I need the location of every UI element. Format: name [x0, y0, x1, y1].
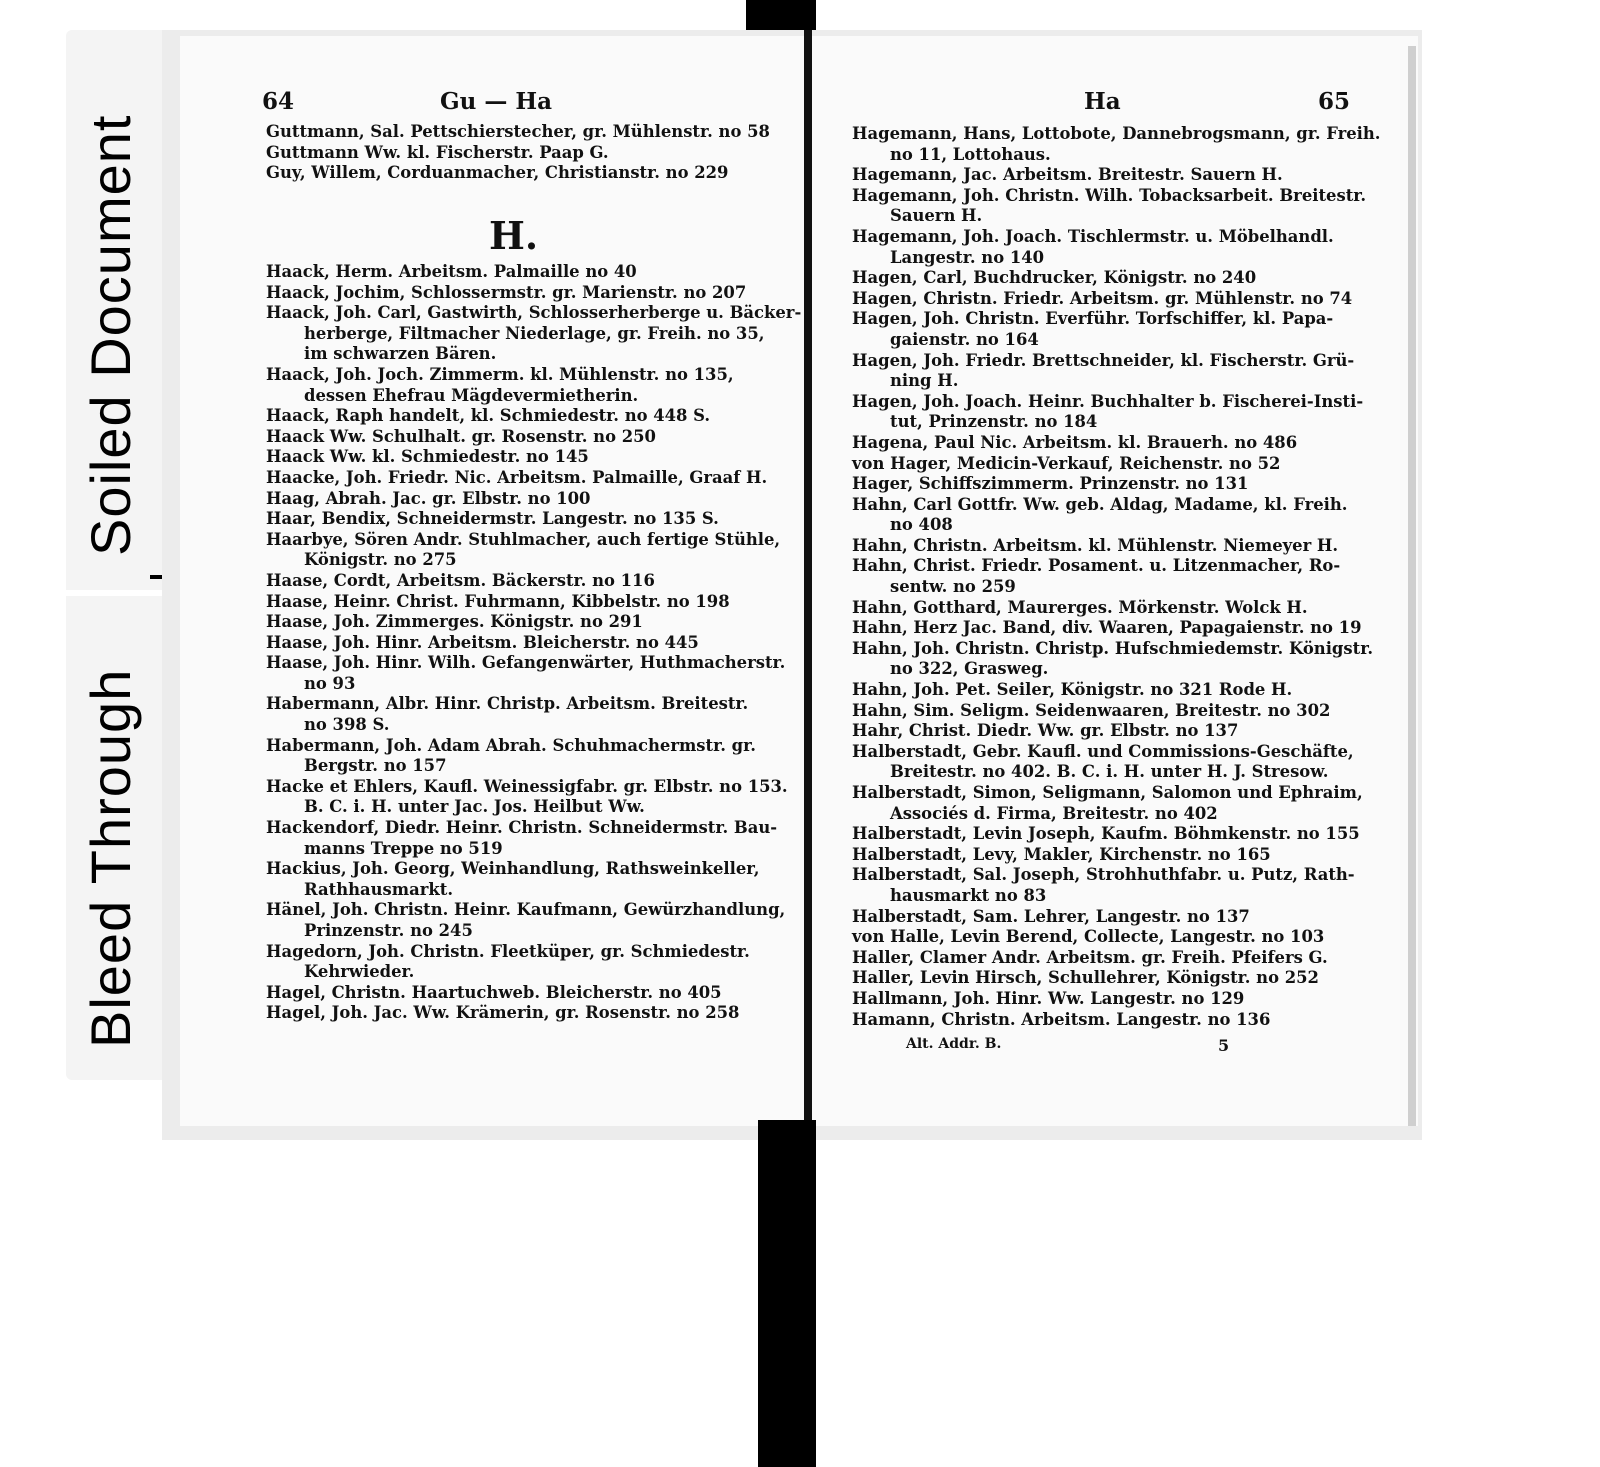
directory-entry: Hager, Schiffszimmerm. Prinzenstr. no 131: [852, 474, 1249, 494]
directory-entry: Haack Ww. kl. Schmiedestr. no 145: [266, 447, 589, 467]
entry-continuation-line: Königstr. no 275: [304, 550, 457, 570]
left-page-number: 64: [262, 88, 295, 115]
directory-entry: Habermann, Albr. Hinr. Christp. Arbeitsm. Breitestr.: [266, 694, 749, 714]
entry-continuation-line: herberge, Filtmacher Niederlage, gr. Freih. no 35,: [304, 323, 765, 343]
directory-entry: Haack, Raph handelt, kl. Schmiedestr. no 448 S.: [266, 406, 711, 426]
directory-entry: Hagen, Joh. Friedr. Brettschneider, kl. Fischerstr. Grü-: [852, 350, 1355, 370]
directory-entry: Guttmann Ww. kl. Fischerstr. Paap G.: [266, 142, 609, 162]
book-spine: [804, 30, 812, 1130]
directory-entry: Hagen, Christn. Friedr. Arbeitsm. gr. Mühlenstr. no 74: [852, 288, 1353, 308]
directory-entry: Halberstadt, Levin Joseph, Kaufm. Böhmkenstr. no 155: [852, 824, 1360, 844]
directory-entry: Halberstadt, Sal. Joseph, Strohhuthfabr. u. Putz, Rath-: [852, 865, 1355, 885]
directory-entry: Hagen, Joh. Joach. Heinr. Buchhalter b. Fischerei-Insti-: [852, 391, 1364, 411]
entry-continuation-line: ning H.: [890, 371, 959, 391]
left-running-head: Gu — Ha: [440, 88, 553, 115]
directory-entry: Hahn, Joh. Pet. Seiler, Königstr. no 321 Rode H.: [852, 680, 1293, 700]
entry-continuation-line: tut, Prinzenstr. no 184: [890, 412, 1098, 432]
directory-entry: Haack, Herm. Arbeitsm. Palmaille no 40: [266, 262, 637, 281]
directory-entry: Haack, Joh. Carl, Gastwirth, Schlosserherberge u. Bäcker-: [266, 303, 802, 323]
directory-entry: Hagemann, Hans, Lottobote, Dannebrogsmann, gr. Freih.: [852, 124, 1381, 143]
directory-entry: Halberstadt, Sam. Lehrer, Langestr. no 137: [852, 906, 1250, 926]
entry-continuation-line: manns Treppe no 519: [304, 838, 503, 858]
entry-continuation-line: Langestr. no 140: [890, 247, 1045, 267]
directory-entry: Hagemann, Joh. Christn. Wilh. Tobacksarbeit. Breitestr.: [852, 185, 1367, 205]
directory-entry: Hänel, Joh. Christn. Heinr. Kaufmann, Gewürzhandlung,: [266, 900, 786, 920]
directory-entry: Haller, Levin Hirsch, Schullehrer, Königstr. no 252: [852, 968, 1319, 988]
right-running-head: Ha: [1084, 88, 1121, 115]
directory-entry: Hagel, Joh. Jac. Ww. Krämerin, gr. Rosenstr. no 258: [266, 1003, 740, 1023]
left-entries: [266, 262, 801, 1024]
directory-entry: Hagen, Carl, Buchdrucker, Königstr. no 240: [852, 268, 1257, 288]
entry-continuation-line: hausmarkt no 83: [890, 885, 1047, 905]
right-footer-sheet-mark: 5: [1218, 1036, 1230, 1055]
directory-entry: Haacke, Joh. Friedr. Nic. Arbeitsm. Palmaille, Graaf H.: [266, 467, 768, 487]
directory-entry: Hagen, Joh. Christn. Everführ. Torfschiffer, kl. Papa-: [852, 309, 1334, 329]
directory-entry: Hagemann, Jac. Arbeitsm. Breitestr. Sauern H.: [852, 165, 1283, 185]
directory-entry: Hahn, Gotthard, Maurerges. Mörkenstr. Wolck H.: [852, 597, 1308, 617]
directory-entry: Hallmann, Joh. Hinr. Ww. Langestr. no 129: [852, 988, 1245, 1008]
directory-entry: von Halle, Levin Berend, Collecte, Langestr. no 103: [852, 927, 1325, 947]
directory-entry: Habermann, Joh. Adam Abrah. Schuhmachermstr. gr.: [266, 735, 756, 755]
entry-continuation-line: Bergstr. no 157: [304, 756, 447, 776]
entry-continuation-line: Rathhausmarkt.: [304, 879, 454, 899]
directory-entry: Haarbye, Sören Andr. Stuhlmacher, auch fertige Stühle,: [266, 529, 781, 549]
entry-continuation-line: no 408: [890, 515, 953, 535]
entry-continuation-line: Sauern H.: [890, 206, 983, 226]
directory-entry: Hagena, Paul Nic. Arbeitsm. kl. Brauerh. no 486: [852, 432, 1298, 452]
directory-entry: Halberstadt, Levy, Makler, Kirchenstr. no 165: [852, 844, 1271, 864]
entry-continuation-line: B. C. i. H. unter Jac. Jos. Heilbut Ww.: [304, 797, 645, 817]
directory-entry: Hagedorn, Joh. Christn. Fleetküper, gr. Schmiedestr.: [266, 941, 750, 961]
directory-entry: Haase, Joh. Hinr. Wilh. Gefangenwärter, Huthmacherstr.: [266, 653, 786, 673]
calibration-bar-bottom: [758, 1120, 816, 1467]
entry-continuation-line: Prinzenstr. no 245: [304, 921, 473, 940]
soiled-document-label: Soiled Document: [79, 114, 142, 556]
directory-entry: Haar, Bendix, Schneidermstr. Langestr. no 135 S.: [266, 509, 719, 529]
entry-continuation-line: sentw. no 259: [890, 577, 1016, 597]
directory-entry: Hackendorf, Diedr. Heinr. Christn. Schneidermstr. Bau-: [266, 818, 778, 838]
entry-continuation-line: gaienstr. no 164: [890, 329, 1039, 349]
entry-continuation-line: no 93: [304, 673, 356, 693]
directory-entry: Hahn, Christn. Arbeitsm. kl. Mühlenstr. Niemeyer H.: [852, 535, 1339, 555]
directory-entry: Haase, Joh. Zimmerges. Königstr. no 291: [266, 612, 643, 632]
directory-entry: Haag, Abrah. Jac. gr. Elbstr. no 100: [266, 488, 591, 508]
directory-entry: Haase, Joh. Hinr. Arbeitsm. Bleicherstr. no 445: [266, 632, 699, 652]
directory-entry: Hahn, Joh. Christn. Christp. Hufschmiedemstr. Königstr.: [852, 638, 1374, 658]
right-footer-signature: Alt. Addr. B.: [906, 1036, 1002, 1052]
directory-entry: von Hager, Medicin-Verkauf, Reichenstr. no 52: [852, 453, 1281, 473]
page-edge: [1408, 46, 1416, 1126]
directory-entry: Haase, Cordt, Arbeitsm. Bäckerstr. no 116: [266, 570, 655, 590]
directory-entry: Haack, Joh. Joch. Zimmerm. kl. Mühlenstr. no 135,: [266, 364, 734, 384]
directory-entry: Hahn, Sim. Seligm. Seidenwaaren, Breitestr. no 302: [852, 700, 1331, 720]
directory-entry: Hackius, Joh. Georg, Weinhandlung, Rathsweinkeller,: [266, 859, 760, 879]
directory-entry: Hahn, Carl Gottfr. Ww. geb. Aldag, Madame, kl. Freih.: [852, 494, 1348, 514]
entry-continuation-line: no 11, Lottohaus.: [890, 144, 1051, 164]
entry-continuation-line: Kehrwieder.: [304, 962, 415, 982]
right-page-number: 65: [1318, 88, 1351, 115]
left-top-entries: [266, 122, 770, 184]
directory-entry: Guttmann, Sal. Pettschierstecher, gr. Mühlenstr. no 58: [266, 122, 770, 141]
directory-entry: Haller, Clamer Andr. Arbeitsm. gr. Freih. Pfeifers G.: [852, 947, 1328, 967]
directory-entry: Hahn, Christ. Friedr. Posament. u. Litzenmacher, Ro-: [852, 556, 1341, 576]
directory-entry: Guy, Willem, Corduanmacher, Christianstr. no 229: [266, 163, 729, 183]
bleed-through-label: Bleed Through: [79, 668, 142, 1048]
label-divider: [66, 590, 170, 596]
entry-continuation-line: im schwarzen Bären.: [304, 344, 497, 364]
directory-entry: Haack, Jochim, Schlossermstr. gr. Marienstr. no 207: [266, 282, 747, 302]
entry-continuation-line: no 398 S.: [304, 715, 390, 735]
directory-entry: Hagemann, Joh. Joach. Tischlermstr. u. Möbelhandl.: [852, 226, 1334, 246]
directory-entry: Haack Ww. Schulhalt. gr. Rosenstr. no 250: [266, 426, 656, 446]
directory-entry: Halberstadt, Gebr. Kaufl. und Commissions-Geschäfte,: [852, 741, 1354, 761]
entry-continuation-line: dessen Ehefrau Mägdevermietherin.: [304, 385, 639, 405]
directory-entry: Hagel, Christn. Haartuchweb. Bleicherstr. no 405: [266, 982, 722, 1002]
entry-continuation-line: no 322, Grasweg.: [890, 659, 1049, 679]
entry-continuation-line: Associés d. Firma, Breitestr. no 402: [890, 803, 1218, 823]
right-entries: [852, 124, 1381, 1030]
directory-entry: Hamann, Christn. Arbeitsm. Langestr. no 136: [852, 1009, 1271, 1029]
entry-continuation-line: Breitestr. no 402. B. C. i. H. unter H. J. Stresow.: [890, 762, 1329, 782]
directory-entry: Hahr, Christ. Diedr. Ww. gr. Elbstr. no 137: [852, 721, 1239, 741]
section-letter: H.: [489, 213, 539, 258]
directory-entry: Hacke et Ehlers, Kaufl. Weinessigfabr. gr. Elbstr. no 153.: [266, 776, 788, 796]
directory-entry: Hahn, Herz Jac. Band, div. Waaren, Papagaienstr. no 19: [852, 618, 1362, 638]
directory-entry: Halberstadt, Simon, Seligmann, Salomon und Ephraim,: [852, 783, 1363, 802]
directory-entry: Haase, Heinr. Christ. Fuhrmann, Kibbelstr. no 198: [266, 591, 730, 611]
